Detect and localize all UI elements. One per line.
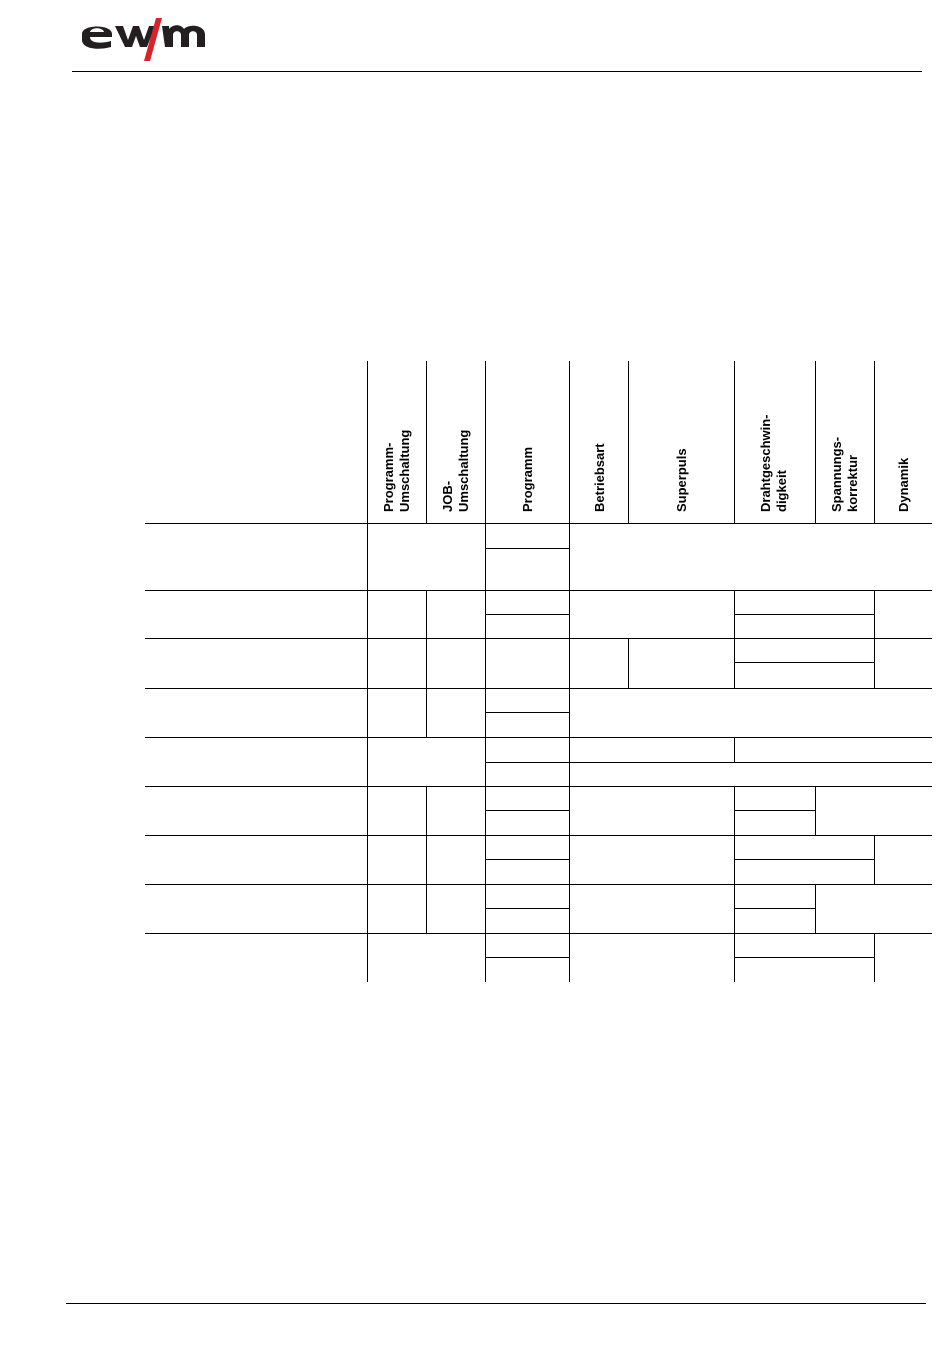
- header-dynamik: Dynamik: [896, 457, 911, 512]
- header-drahtgeschwindigkeit: Drahtgeschwin- digkeit: [758, 414, 789, 512]
- header-programm-umschaltung: Programm- Umschaltung: [381, 429, 412, 512]
- header-programm: Programm: [520, 446, 535, 512]
- header-job-umschaltung: JOB- Umschaltung: [440, 429, 471, 512]
- header-spannungskorrektur: Spannungs- korrektur: [829, 436, 860, 512]
- header-betriebsart: Betriebsart: [592, 443, 607, 512]
- table-grid: [145, 361, 932, 982]
- header-superpuls: Superpuls: [674, 448, 689, 512]
